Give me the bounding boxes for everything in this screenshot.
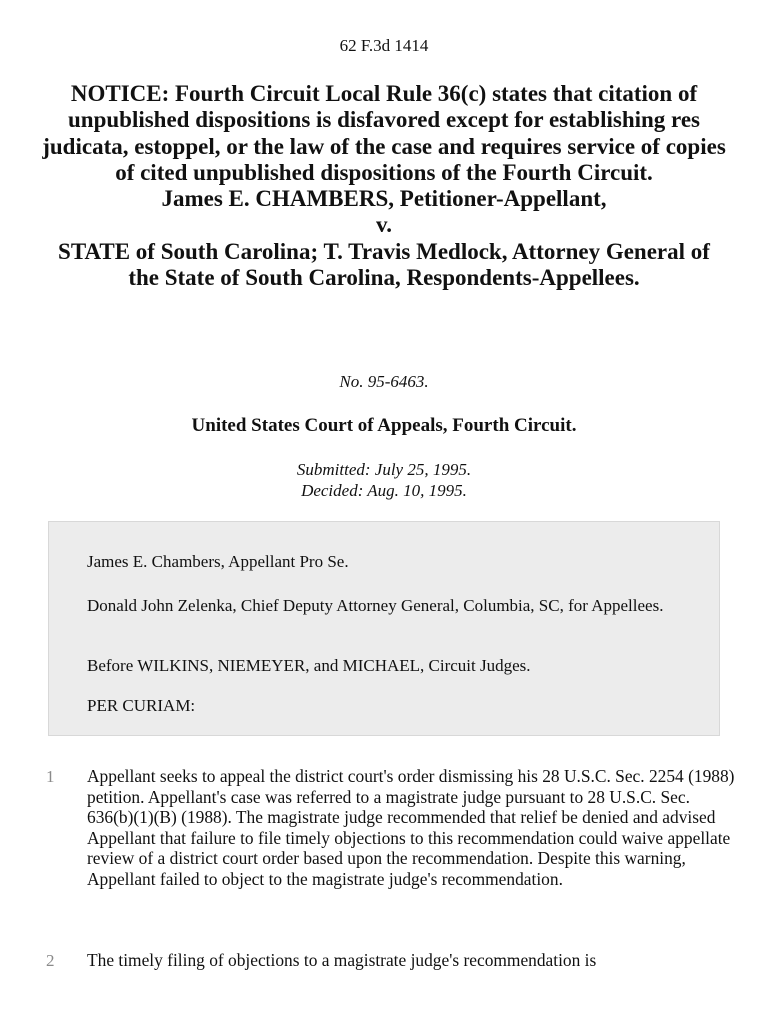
court-name: United States Court of Appeals, Fourth Circuit. (191, 415, 577, 436)
per-curiam: PER CURIAM: (87, 696, 196, 715)
panel-judges: Before WILKINS, NIEMEYER, and MICHAEL, Circuit Judges. (87, 656, 531, 675)
respondents: STATE of South Carolina; T. Travis Medlock, Attorney General of the State of South Carolina, Respondents-Appellees. (58, 238, 710, 291)
paragraph-text: Appellant seeks to appeal the district court's order dismissing his 28 U.S.C. Sec. 2254 (1988) petition. Appellant's case was referred to a magistrate judge pursuant to 28 U.S.C. Sec. 636(b)(1)(B) (1988). The magistrate judge recommended that relief be denied and advised Appellant that failure to file timely objections to this recommendation could waive appellate review of a district court order based upon the recommendation. Despite this warning, Appellant failed to object to the magistrate judge's recommendation. (87, 766, 735, 889)
docket-number: No. 95-6463. (339, 372, 429, 391)
versus: v. (376, 212, 392, 238)
case-caption (40, 81, 728, 291)
petitioner: James E. CHAMBERS, Petitioner-Appellant, (161, 186, 607, 212)
appellees-counsel: Donald John Zelenka, Chief Deputy Attorney General, Columbia, SC, for Appellees. (87, 596, 664, 615)
case-citation: 62 F.3d 1414 (339, 36, 429, 55)
appellant-counsel: James E. Chambers, Appellant Pro Se. (87, 552, 349, 571)
decided-date: Decided: Aug. 10, 1995. (301, 481, 467, 500)
paragraph-number: 2 (46, 951, 55, 970)
paragraph-text: The timely filing of objections to a magistrate judge's recommendation is (87, 950, 597, 970)
paragraph-number: 1 (46, 767, 55, 786)
case-dates (0, 459, 768, 501)
counsel-box (48, 521, 720, 736)
rule-notice: NOTICE: Fourth Circuit Local Rule 36(c) states that citation of unpublished dispositions is disfavored except for establishing res judicata, estoppel, or the law of the case and requires service of copies of cited unpublished dispositions of the Fourth Circuit. (42, 81, 726, 185)
submitted-date: Submitted: July 25, 1995. (296, 460, 472, 479)
